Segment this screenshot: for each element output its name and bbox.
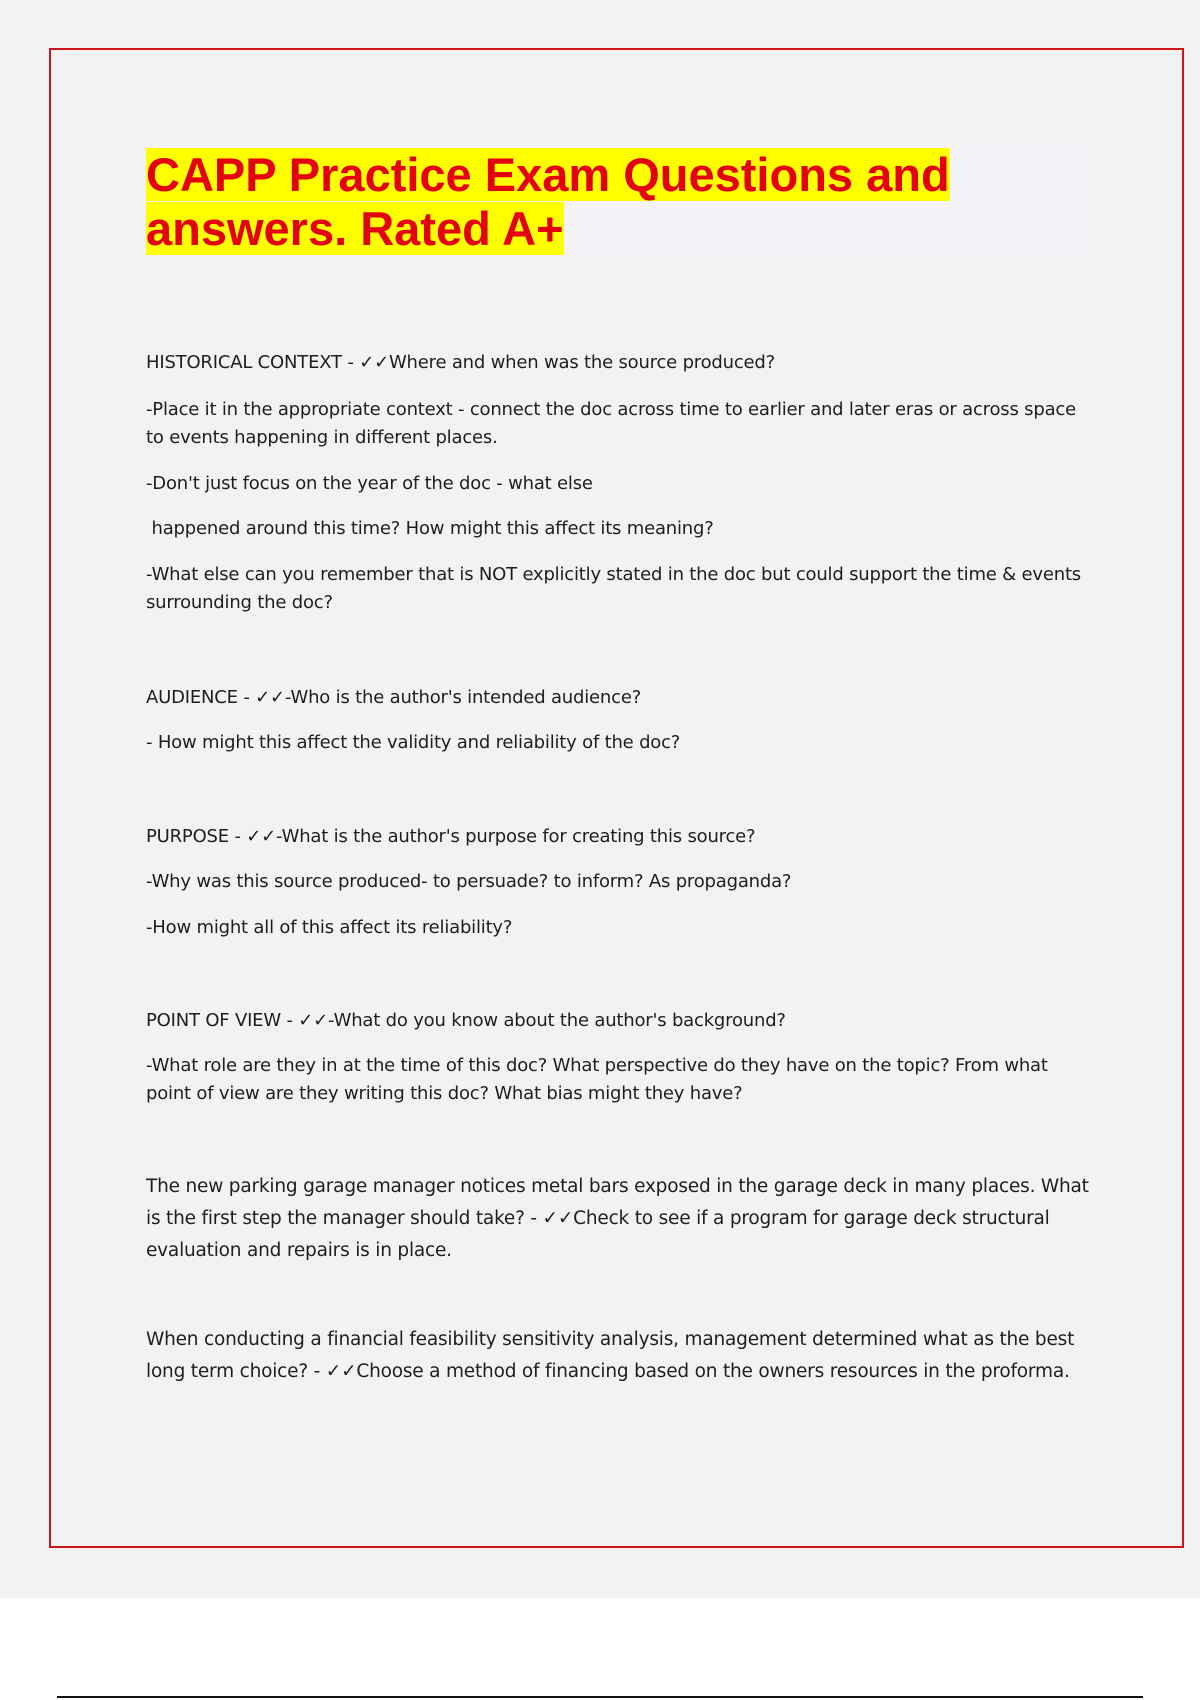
paragraph-why-produced: -Why was this source produced- to persuade? to inform? As propaganda? (146, 871, 792, 892)
paragraph-audience: AUDIENCE - ✓✓-Who is the author's intended audience? (146, 687, 642, 708)
footer-rule (57, 1696, 1143, 1698)
paragraph-year-focus: -Don't just focus on the year of the doc - what else (146, 473, 593, 494)
paragraph-validity: - How might this affect the validity and reliability of the doc? (146, 732, 681, 753)
paragraph-role-perspective: -What role are they in at the time of this doc? What perspective do they have on the topic? From what point of view are they writing this doc? What bias might they have? (146, 1055, 1048, 1104)
paragraph-parking-garage-question: The new parking garage manager notices metal bars exposed in the garage deck in many places. What is the first step the manager should take? - ✓✓Check to see if a program for garage deck structural evaluation and repairs is in place. (146, 1176, 1089, 1261)
paragraph-purpose: PURPOSE - ✓✓-What is the author's purpose for creating this source? (146, 826, 756, 847)
paragraph-place-context: -Place it in the appropriate context - connect the doc across time to earlier and later eras or across space to events happening in different places. (146, 399, 1076, 448)
paragraph-reliability: -How might all of this affect its reliability? (146, 917, 513, 938)
paragraph-point-of-view: POINT OF VIEW - ✓✓-What do you know about the author's background? (146, 1010, 786, 1031)
paragraph-historical-context: HISTORICAL CONTEXT - ✓✓Where and when was the source produced? (146, 352, 775, 373)
paragraph-what-else-remember: -What else can you remember that is NOT explicitly stated in the doc but could support the time & events surrounding the doc? (146, 564, 1081, 613)
paragraph-happened-around: happened around this time? How might this affect its meaning? (146, 518, 714, 539)
paragraph-financial-feasibility-question: When conducting a financial feasibility sensitivity analysis, management determined what as the best long term choice? - ✓✓Choose a method of financing based on the owners resources in the proforma. (146, 1329, 1075, 1382)
document-title (146, 148, 1076, 256)
page-border-frame (49, 48, 1184, 1548)
document-title-text: CAPP Practice Exam Questions and answers. Rated A+ (146, 148, 950, 255)
